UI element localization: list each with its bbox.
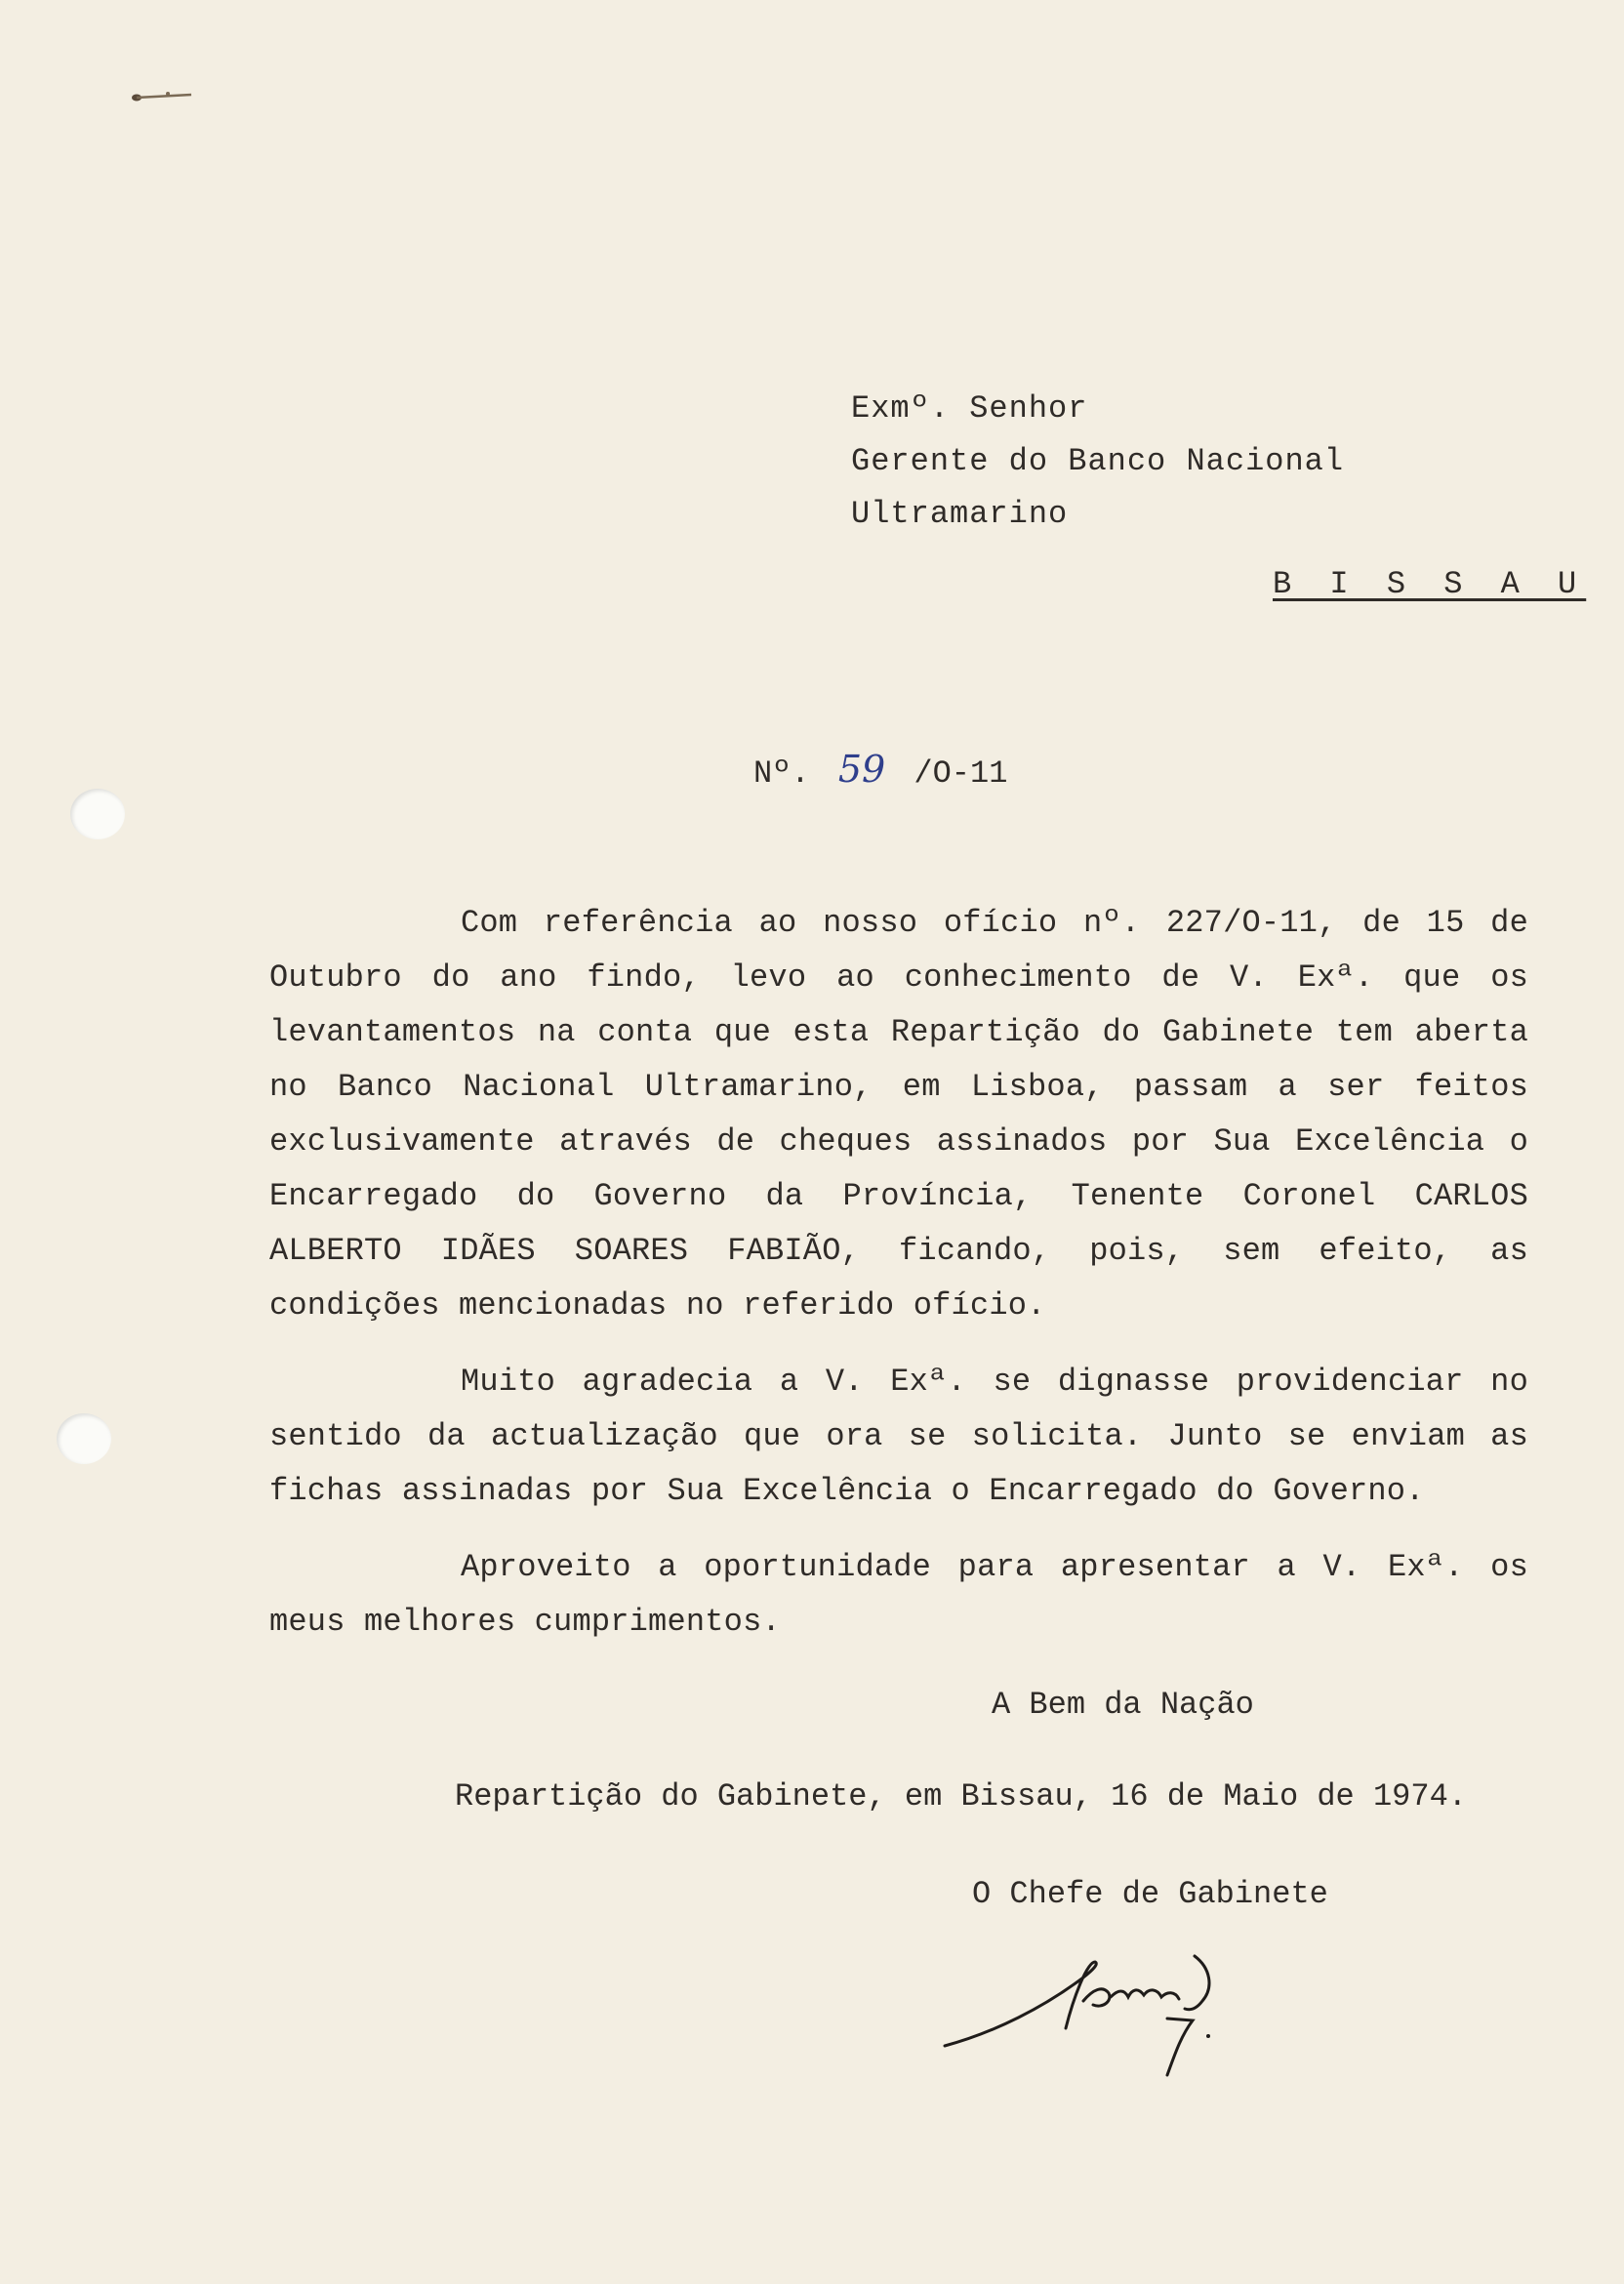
punch-hole: [57, 1413, 111, 1464]
reference-handwritten-number: 59: [837, 748, 886, 791]
signatory-title: O Chefe de Gabinete: [972, 1876, 1328, 1912]
closing-formula: A Bem da Nação: [992, 1687, 1254, 1723]
body-paragraph: Com referência ao nosso ofício nº. 227/O-11, de 15 de Outubro do ano findo, levo ao conhecimento de V. Exª. que os levantamentos na conta que esta Repartição do Gabinete tem aberta no Banco Nacional Ultramarino, em Lisboa, passam a ser feitos exclusivamente através de cheques assinados por Sua Excelência o Encarregado do Governo da Província, Tenente Coronel CARLOS ALBERTO IDÃES SOARES FABIÃO, ficando, pois, sem efeito, as condições mencionadas no referido ofício.: [269, 905, 1528, 1324]
addressee-line: Ultramarino: [851, 496, 1069, 532]
letter-body: [269, 896, 1528, 1671]
addressee-block: [851, 383, 1344, 541]
body-paragraph: Muito agradecia a V. Exª. se dignasse providenciar no sentido da actualização que ora se solicita. Junto se enviam as fichas assinadas por Sua Excelência o Encarregado do Governo.: [269, 1364, 1528, 1509]
punch-hole: [70, 789, 125, 839]
reference-suffix: /O-11: [914, 755, 1008, 792]
addressee-city: B I S S A U: [1273, 566, 1587, 602]
reference-number: [753, 748, 1007, 792]
handwritten-signature: [937, 1938, 1288, 2095]
addressee-line: Gerente do Banco Nacional: [851, 443, 1345, 479]
body-paragraph: Aproveito a oportunidade para apresentar a V. Exª. os meus melhores cumprimentos.: [269, 1549, 1528, 1640]
place-and-date: Repartição do Gabinete, em Bissau, 16 de Maio de 1974.: [455, 1778, 1467, 1815]
reference-prefix: Nº.: [753, 755, 810, 792]
addressee-line: Exmº. Senhor: [851, 390, 1088, 427]
tack-mark-icon: [127, 90, 195, 103]
